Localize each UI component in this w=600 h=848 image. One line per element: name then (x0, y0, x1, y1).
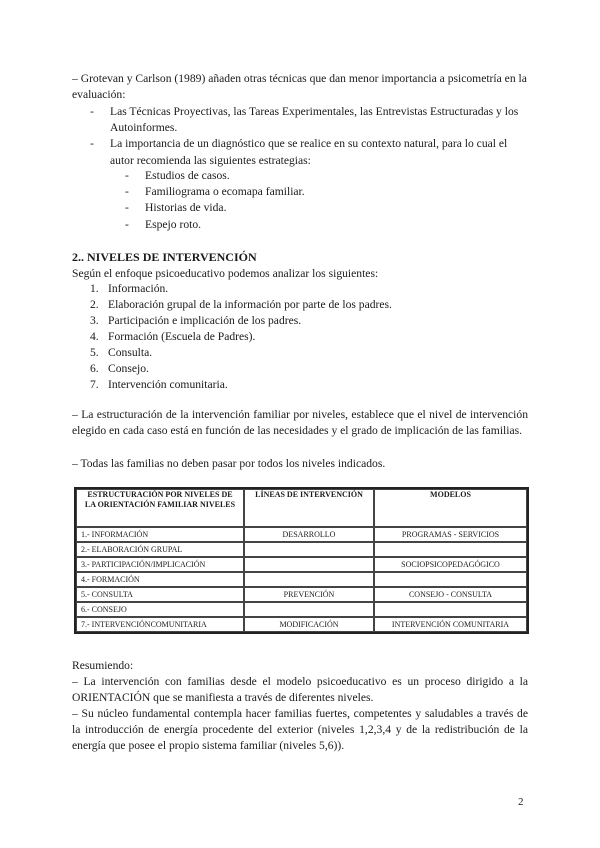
list-item: 1. Información. (90, 282, 169, 295)
list-item: - Familiograma o ecomapa familiar. (125, 185, 305, 199)
levels-list (72, 281, 528, 393)
table-row (76, 572, 527, 587)
table-row (76, 602, 527, 617)
list-item: - Historias de vida. (125, 201, 227, 215)
table-header: MODELOS (374, 489, 527, 527)
list-item: 6. Consejo. (90, 362, 149, 375)
list-item: 7. Intervención comunitaria. (90, 378, 228, 391)
table-cell (244, 557, 374, 572)
list-item: 2. Elaboración grupal de la información por parte de los padres. (90, 298, 392, 311)
table-cell: MODIFICACIÓN (244, 617, 374, 632)
table-cell: 2.- ELABORACIÓN GRUPAL (76, 542, 244, 557)
table-row (76, 527, 527, 542)
table-cell: 3.- PARTICIPACIÓN/IMPLICACIÓN (76, 557, 244, 572)
list-item: - La importancia de un diagnóstico que se realice en su contexto natural, para lo cual el autor recomienda las siguientes estrategias: (90, 137, 508, 167)
table-header: ESTRUCTURACIÓN POR NIVELES DE LA ORIENTACIÓN FAMILIAR NIVELES (76, 489, 244, 527)
table-row (76, 557, 527, 572)
table-row (76, 617, 527, 632)
strategies-list (125, 168, 528, 233)
table-cell: 7.- INTERVENCIÓNCOMUNITARIA (76, 617, 244, 632)
table-cell: 4.- FORMACIÓN (76, 572, 244, 587)
table-cell: 1.- INFORMACIÓN (76, 527, 244, 542)
table-cell: 5.- CONSULTA (76, 587, 244, 602)
page-number: 2 (518, 796, 524, 808)
table-cell (374, 542, 527, 557)
table-cell (244, 542, 374, 557)
list-item: 3. Participación e implicación de los padres. (90, 314, 302, 327)
list-item: - Espejo roto. (125, 217, 202, 231)
list-item: - Las Técnicas Proyectivas, las Tareas Experimentales, las Entrevistas Estructuradas y los Autoinformes. (90, 105, 519, 135)
table-cell: CONSEJO - CONSULTA (374, 587, 527, 602)
table-row (76, 542, 527, 557)
summary-paragraph-1: – La intervención con familias desde el modelo psicoeducativo es un proceso dirigido a la ORIENTACIÓN que se manifiesta a través de diferentes niveles. (72, 675, 528, 705)
table-cell (374, 572, 527, 587)
summary-title: Resumiendo: (72, 659, 134, 672)
summary-paragraph-2: – Su núcleo fundamental contempla hacer familias fuertes, competentes y saludables a través de la introducción de energía procedente del exterior (niveles 1,2,3,4 y de la redistribución de la energía que posee el propio sistema familiar (niveles 5,6)). (72, 707, 528, 753)
levels-table (74, 487, 529, 634)
structuring-paragraph: – La estructuración de la intervención familiar por niveles, establece que el nivel de intervención elegido en cada caso está en función de las necesidades y el grado de implicación de las familias. (72, 408, 528, 438)
intro-paragraph: – Grotevan y Carlson (1989) añaden otras técnicas que dan menor importancia a psicometría en la evaluación: (72, 72, 527, 102)
table-cell: DESARROLLO (244, 527, 374, 542)
list-item: - Estudios de casos. (125, 169, 230, 182)
table-cell: INTERVENCIÓN COMUNITARIA (374, 617, 527, 632)
section-heading: 2.. NIVELES DE INTERVENCIÓN (72, 250, 257, 264)
table-cell: PREVENCIÓN (244, 587, 374, 602)
table-cell: 6.- CONSEJO (76, 602, 244, 617)
list-item: 5. Consulta. (90, 346, 153, 359)
table-row (76, 587, 527, 602)
section-lead: Según el enfoque psicoeducativo podemos analizar los siguientes: (72, 267, 379, 280)
families-paragraph: – Todas las familias no deben pasar por todos los niveles indicados. (72, 457, 386, 470)
table-cell (374, 602, 527, 617)
table-header: LÍNEAS DE INTERVENCIÓN (244, 489, 374, 527)
table-cell (244, 572, 374, 587)
table-cell (244, 602, 374, 617)
list-item: 4. Formación (Escuela de Padres). (90, 330, 256, 343)
table-cell: SOCIOPSICOPEDAGÓGICO (374, 557, 527, 572)
table-cell: PROGRAMAS - SERVICIOS (374, 527, 527, 542)
intro-list (90, 104, 528, 169)
